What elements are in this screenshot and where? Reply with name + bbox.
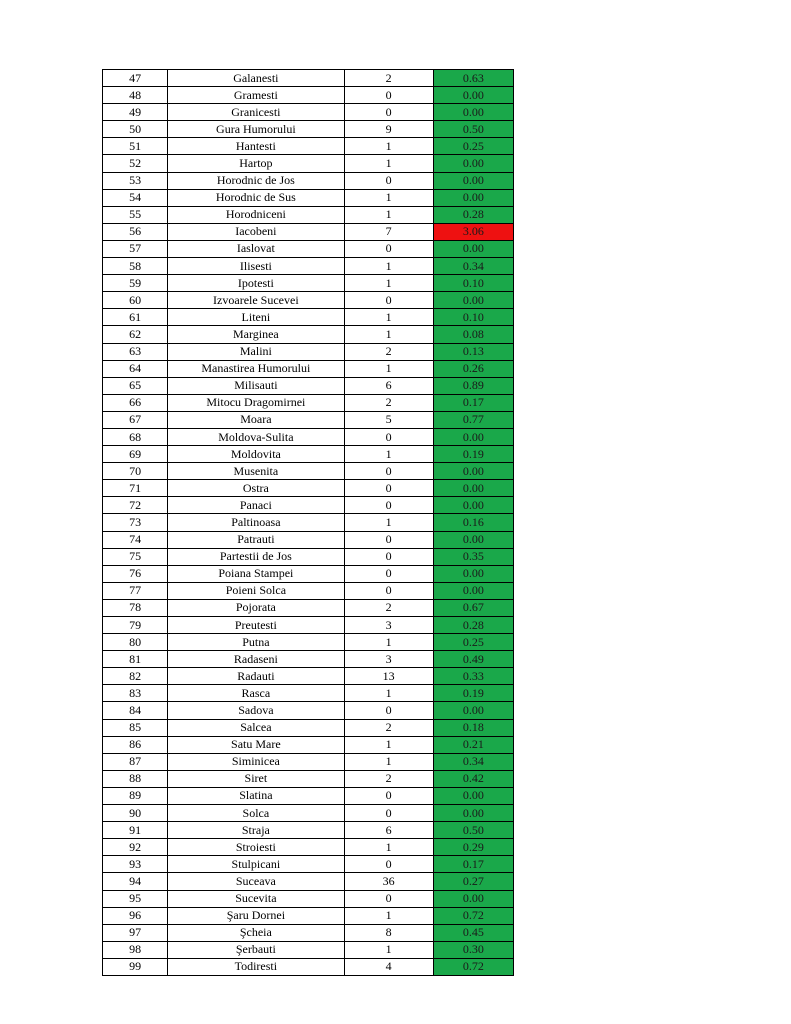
table-row [103,326,514,343]
locality-name-cell: Gramesti [168,87,344,104]
locality-name-cell: Malini [168,343,344,360]
row-number-cell: 95 [103,890,168,907]
locality-name-cell: Şerbauti [168,941,344,958]
locality-name-cell: Suceava [168,873,344,890]
row-number-cell: 99 [103,958,168,975]
incidence-rate-cell: 3.06 [433,223,513,240]
incidence-rate-cell: 0.00 [433,292,513,309]
locality-name-cell: Straja [168,822,344,839]
table-row [103,343,514,360]
row-number-cell: 75 [103,548,168,565]
row-number-cell: 80 [103,634,168,651]
row-number-cell: 69 [103,446,168,463]
table-row [103,617,514,634]
case-count-cell: 8 [344,924,433,941]
row-number-cell: 49 [103,104,168,121]
row-number-cell: 62 [103,326,168,343]
incidence-rate-cell: 0.49 [433,651,513,668]
case-count-cell: 0 [344,240,433,257]
locality-name-cell: Horodnic de Sus [168,189,344,206]
case-count-cell: 1 [344,206,433,223]
table-row [103,394,514,411]
table-row [103,787,514,804]
case-count-cell: 5 [344,411,433,428]
case-count-cell: 0 [344,805,433,822]
table-row [103,651,514,668]
incidence-rate-cell: 0.26 [433,360,513,377]
case-count-cell: 6 [344,377,433,394]
table-row [103,155,514,172]
case-count-cell: 1 [344,155,433,172]
row-number-cell: 55 [103,206,168,223]
table-row [103,463,514,480]
locality-name-cell: Horodnic de Jos [168,172,344,189]
locality-name-cell: Satu Mare [168,736,344,753]
incidence-rate-cell: 0.00 [433,805,513,822]
row-number-cell: 89 [103,787,168,804]
table-row [103,309,514,326]
case-count-cell: 0 [344,890,433,907]
row-number-cell: 79 [103,617,168,634]
case-count-cell: 1 [344,189,433,206]
incidence-rate-cell: 0.42 [433,770,513,787]
table-row [103,258,514,275]
incidence-rate-cell: 0.63 [433,70,513,87]
incidence-table [102,69,514,976]
row-number-cell: 60 [103,292,168,309]
locality-name-cell: Pojorata [168,599,344,616]
table-row [103,634,514,651]
incidence-rate-cell: 0.67 [433,599,513,616]
case-count-cell: 1 [344,685,433,702]
incidence-rate-cell: 0.50 [433,822,513,839]
incidence-rate-cell: 0.35 [433,548,513,565]
locality-name-cell: Ipotesti [168,275,344,292]
incidence-rate-cell: 0.45 [433,924,513,941]
locality-name-cell: Sadova [168,702,344,719]
table-row [103,924,514,941]
case-count-cell: 0 [344,856,433,873]
incidence-rate-cell: 0.00 [433,787,513,804]
incidence-rate-cell: 0.28 [433,206,513,223]
incidence-rate-cell: 0.18 [433,719,513,736]
row-number-cell: 58 [103,258,168,275]
row-number-cell: 68 [103,428,168,445]
locality-name-cell: Slatina [168,787,344,804]
table-row [103,189,514,206]
row-number-cell: 67 [103,411,168,428]
row-number-cell: 57 [103,240,168,257]
locality-name-cell: Milisauti [168,377,344,394]
locality-name-cell: Patrauti [168,531,344,548]
locality-name-cell: Ostra [168,480,344,497]
case-count-cell: 0 [344,582,433,599]
incidence-rate-cell: 0.89 [433,377,513,394]
row-number-cell: 59 [103,275,168,292]
incidence-rate-cell: 0.34 [433,753,513,770]
case-count-cell: 2 [344,343,433,360]
incidence-rate-cell: 0.25 [433,138,513,155]
locality-name-cell: Mitocu Dragomirnei [168,394,344,411]
case-count-cell: 2 [344,70,433,87]
locality-name-cell: Poieni Solca [168,582,344,599]
locality-name-cell: Şcheia [168,924,344,941]
case-count-cell: 1 [344,634,433,651]
table-row [103,292,514,309]
incidence-rate-cell: 0.00 [433,463,513,480]
incidence-rate-cell: 0.19 [433,446,513,463]
incidence-rate-cell: 0.19 [433,685,513,702]
case-count-cell: 0 [344,172,433,189]
table-row [103,685,514,702]
row-number-cell: 90 [103,805,168,822]
case-count-cell: 13 [344,668,433,685]
case-count-cell: 9 [344,121,433,138]
table-row [103,275,514,292]
locality-name-cell: Preutesti [168,617,344,634]
table-row [103,839,514,856]
locality-name-cell: Stulpicani [168,856,344,873]
case-count-cell: 4 [344,958,433,975]
incidence-rate-cell: 0.72 [433,958,513,975]
row-number-cell: 78 [103,599,168,616]
table-row [103,907,514,924]
table-row [103,548,514,565]
row-number-cell: 47 [103,70,168,87]
case-count-cell: 0 [344,104,433,121]
case-count-cell: 1 [344,446,433,463]
incidence-rate-cell: 0.00 [433,155,513,172]
locality-name-cell: Şaru Dornei [168,907,344,924]
table-row [103,719,514,736]
table-row [103,87,514,104]
table-row [103,582,514,599]
incidence-rate-cell: 0.00 [433,497,513,514]
locality-name-cell: Rasca [168,685,344,702]
incidence-rate-cell: 0.00 [433,531,513,548]
case-count-cell: 3 [344,617,433,634]
case-count-cell: 1 [344,360,433,377]
table-row [103,138,514,155]
table-row [103,805,514,822]
row-number-cell: 93 [103,856,168,873]
table-row [103,822,514,839]
row-number-cell: 77 [103,582,168,599]
table-row [103,480,514,497]
locality-name-cell: Galanesti [168,70,344,87]
case-count-cell: 1 [344,275,433,292]
locality-name-cell: Partestii de Jos [168,548,344,565]
incidence-rate-cell: 0.00 [433,104,513,121]
case-count-cell: 2 [344,719,433,736]
case-count-cell: 1 [344,753,433,770]
case-count-cell: 0 [344,428,433,445]
row-number-cell: 85 [103,719,168,736]
case-count-cell: 1 [344,326,433,343]
row-number-cell: 74 [103,531,168,548]
row-number-cell: 73 [103,514,168,531]
incidence-rate-cell: 0.25 [433,634,513,651]
locality-name-cell: Musenita [168,463,344,480]
locality-name-cell: Siret [168,770,344,787]
table-row [103,172,514,189]
locality-name-cell: Paltinoasa [168,514,344,531]
locality-name-cell: Hartop [168,155,344,172]
table-row [103,599,514,616]
row-number-cell: 61 [103,309,168,326]
incidence-rate-cell: 0.33 [433,668,513,685]
table-row [103,514,514,531]
row-number-cell: 82 [103,668,168,685]
table-row [103,702,514,719]
case-count-cell: 1 [344,907,433,924]
case-count-cell: 7 [344,223,433,240]
case-count-cell: 0 [344,531,433,548]
incidence-rate-cell: 0.30 [433,941,513,958]
row-number-cell: 83 [103,685,168,702]
locality-name-cell: Hantesti [168,138,344,155]
incidence-rate-cell: 0.00 [433,702,513,719]
locality-name-cell: Iacobeni [168,223,344,240]
incidence-rate-cell: 0.16 [433,514,513,531]
table-row [103,890,514,907]
case-count-cell: 2 [344,599,433,616]
locality-name-cell: Stroiesti [168,839,344,856]
row-number-cell: 48 [103,87,168,104]
table-row [103,377,514,394]
table-row [103,223,514,240]
row-number-cell: 52 [103,155,168,172]
case-count-cell: 2 [344,394,433,411]
incidence-rate-cell: 0.00 [433,565,513,582]
case-count-cell: 1 [344,736,433,753]
locality-name-cell: Putna [168,634,344,651]
case-count-cell: 6 [344,822,433,839]
table-row [103,668,514,685]
locality-name-cell: Marginea [168,326,344,343]
row-number-cell: 98 [103,941,168,958]
row-number-cell: 92 [103,839,168,856]
locality-name-cell: Salcea [168,719,344,736]
incidence-rate-cell: 0.00 [433,428,513,445]
row-number-cell: 71 [103,480,168,497]
incidence-rate-cell: 0.28 [433,617,513,634]
incidence-rate-cell: 0.00 [433,480,513,497]
row-number-cell: 87 [103,753,168,770]
row-number-cell: 94 [103,873,168,890]
incidence-rate-cell: 0.00 [433,189,513,206]
table-row [103,428,514,445]
locality-name-cell: Todiresti [168,958,344,975]
table-row [103,360,514,377]
row-number-cell: 96 [103,907,168,924]
locality-name-cell: Radaseni [168,651,344,668]
locality-name-cell: Iaslovat [168,240,344,257]
case-count-cell: 1 [344,839,433,856]
incidence-rate-cell: 0.21 [433,736,513,753]
incidence-rate-cell: 0.08 [433,326,513,343]
row-number-cell: 84 [103,702,168,719]
incidence-rate-cell: 0.00 [433,240,513,257]
table-row [103,531,514,548]
case-count-cell: 0 [344,497,433,514]
case-count-cell: 0 [344,480,433,497]
case-count-cell: 1 [344,514,433,531]
row-number-cell: 91 [103,822,168,839]
locality-name-cell: Izvoarele Sucevei [168,292,344,309]
case-count-cell: 0 [344,463,433,480]
row-number-cell: 54 [103,189,168,206]
row-number-cell: 64 [103,360,168,377]
case-count-cell: 0 [344,548,433,565]
table-row [103,121,514,138]
table-row [103,565,514,582]
case-count-cell: 1 [344,258,433,275]
case-count-cell: 2 [344,770,433,787]
incidence-rate-cell: 0.34 [433,258,513,275]
table-row [103,941,514,958]
row-number-cell: 66 [103,394,168,411]
locality-name-cell: Ilisesti [168,258,344,275]
case-count-cell: 0 [344,292,433,309]
row-number-cell: 86 [103,736,168,753]
locality-name-cell: Moldova-Sulita [168,428,344,445]
locality-name-cell: Granicesti [168,104,344,121]
incidence-rate-cell: 0.13 [433,343,513,360]
incidence-rate-cell: 0.10 [433,309,513,326]
table-row [103,770,514,787]
locality-name-cell: Radauti [168,668,344,685]
locality-name-cell: Moara [168,411,344,428]
incidence-rate-cell: 0.29 [433,839,513,856]
incidence-rate-cell: 0.17 [433,394,513,411]
table-row [103,240,514,257]
incidence-rate-cell: 0.00 [433,890,513,907]
case-count-cell: 1 [344,309,433,326]
row-number-cell: 51 [103,138,168,155]
locality-name-cell: Siminicea [168,753,344,770]
table-row [103,497,514,514]
case-count-cell: 0 [344,787,433,804]
incidence-rate-cell: 0.00 [433,172,513,189]
table-row [103,873,514,890]
locality-name-cell: Horodniceni [168,206,344,223]
case-count-cell: 36 [344,873,433,890]
incidence-rate-cell: 0.50 [433,121,513,138]
locality-name-cell: Panaci [168,497,344,514]
incidence-rate-cell: 0.27 [433,873,513,890]
row-number-cell: 56 [103,223,168,240]
locality-name-cell: Manastirea Humorului [168,360,344,377]
case-count-cell: 1 [344,138,433,155]
locality-name-cell: Gura Humorului [168,121,344,138]
row-number-cell: 76 [103,565,168,582]
locality-name-cell: Liteni [168,309,344,326]
case-count-cell: 3 [344,651,433,668]
table-row [103,206,514,223]
table-body [103,70,514,976]
table-row [103,736,514,753]
incidence-rate-cell: 0.17 [433,856,513,873]
incidence-rate-cell: 0.10 [433,275,513,292]
locality-name-cell: Sucevita [168,890,344,907]
row-number-cell: 50 [103,121,168,138]
table-row [103,856,514,873]
incidence-rate-cell: 0.00 [433,87,513,104]
row-number-cell: 81 [103,651,168,668]
locality-name-cell: Poiana Stampei [168,565,344,582]
incidence-rate-cell: 0.00 [433,582,513,599]
row-number-cell: 70 [103,463,168,480]
row-number-cell: 65 [103,377,168,394]
table-row [103,958,514,975]
row-number-cell: 97 [103,924,168,941]
locality-name-cell: Moldovita [168,446,344,463]
incidence-rate-cell: 0.77 [433,411,513,428]
case-count-cell: 0 [344,702,433,719]
table-row [103,753,514,770]
table-row [103,411,514,428]
row-number-cell: 63 [103,343,168,360]
case-count-cell: 0 [344,87,433,104]
table-row [103,70,514,87]
table-row [103,446,514,463]
incidence-rate-cell: 0.72 [433,907,513,924]
row-number-cell: 72 [103,497,168,514]
row-number-cell: 53 [103,172,168,189]
case-count-cell: 0 [344,565,433,582]
row-number-cell: 88 [103,770,168,787]
table-row [103,104,514,121]
case-count-cell: 1 [344,941,433,958]
locality-name-cell: Solca [168,805,344,822]
